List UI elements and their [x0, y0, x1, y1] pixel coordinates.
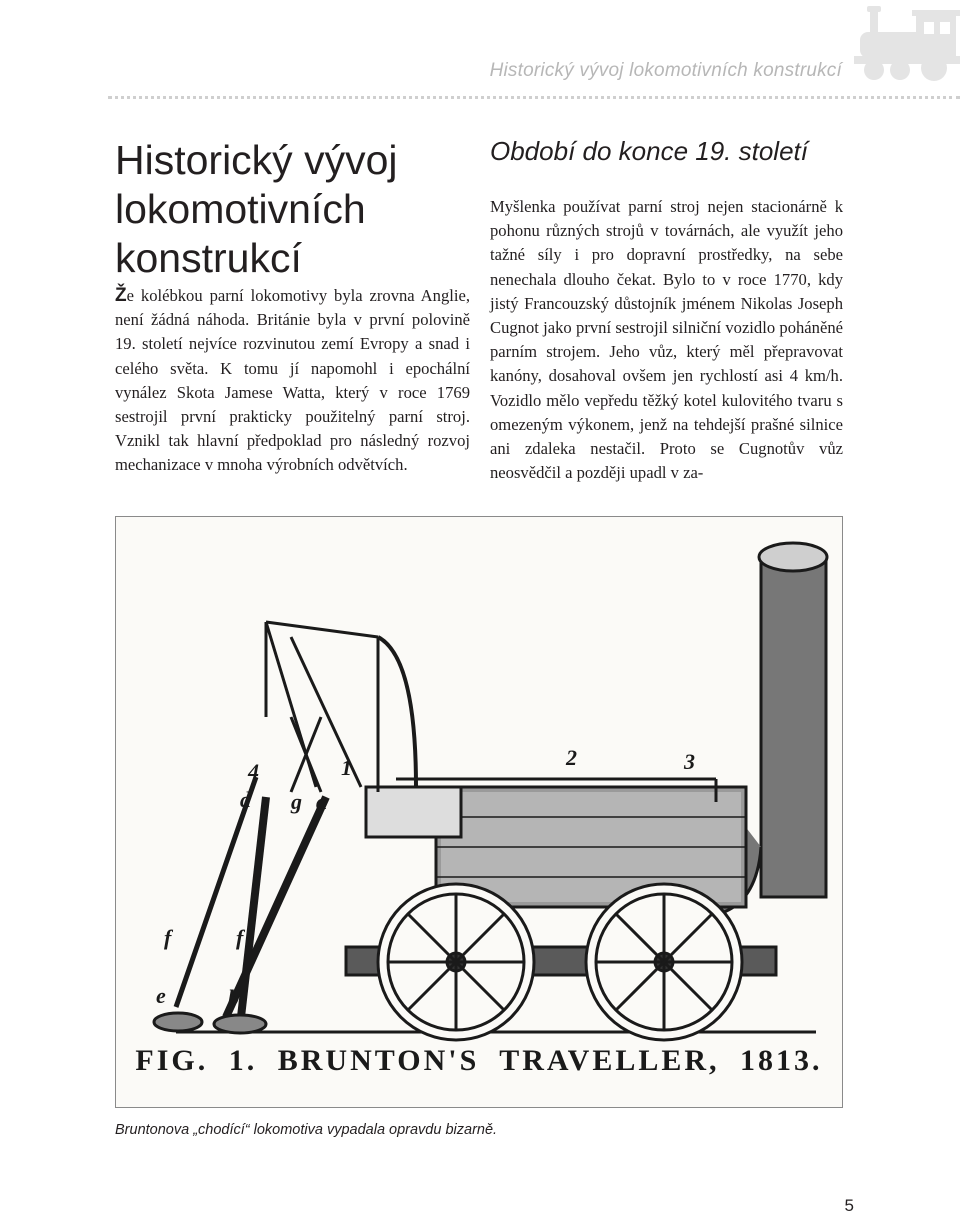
fig-label-g: g — [291, 789, 302, 814]
intro-paragraph — [115, 284, 470, 478]
fig-label-d: d — [240, 787, 251, 812]
intro-text: e kolébkou parní lokomotivy byla zrovna Anglie, není žádná náhoda. Británie byla v první polovině 19. století nejvíce rozvinutou zemí Evropy a snad i celého světa. K tomu jí napomohl i epochální vynález Skota Jamese Watta, který v roce 1769 sestrojil první prakticky použitelný parní stroj. Vznikl tak hlavní předpoklad pro následný rozvoj mechanizace v mnoha výrobních odvětvích. — [115, 286, 470, 475]
bruntons-traveller-engraving — [116, 517, 843, 1108]
section-heading: Období do konce 19. století — [490, 136, 808, 166]
fig-label-b: b — [228, 985, 239, 1010]
fig-label-f-right: f — [236, 925, 244, 950]
fig-label-a: a — [316, 789, 327, 814]
fig-label-4: 4 — [248, 759, 259, 784]
section-paragraph: Myšlenka používat parní stroj nejen stacionárně k pohonu různých strojů v továrnách, ale využít jeho tažné síly i pro dopravní prostředky, na sebe nenechala dlouho čekat. Bylo to v roce 1770, kdy jistý Francouzský důstojník jménem Nikolas Joseph Cugnot jako první sestrojil silniční vozidlo poháněné parním strojem. Jeho vůz, který měl přepravovat kanóny, dosahoval ovšem jen rychlostí asi 4 km/h. Vozidlo mělo vepředu těžký kotel kulovitého tvaru s omezeným výkonem, jenž na tehdejší prašné silnice ani zdaleka nestačil. Proto se Cugnotův vůz neosvědčil a později upadl v za- — [490, 197, 843, 483]
fig-label-e: e — [156, 983, 166, 1008]
figure-caption: Bruntonova „chodící“ lokomotiva vypadala opravdu bizarně. — [115, 1122, 498, 1138]
fig-label-2: 2 — [566, 745, 577, 770]
steam-locomotive-icon — [850, 0, 960, 90]
fig-label-3: 3 — [684, 749, 695, 774]
locomotive-illustration — [115, 516, 843, 1108]
dropcap: Ž — [115, 285, 127, 306]
running-header-title: Historický vývoj lokomotivních konstrukcí — [489, 60, 842, 81]
fig-label-f-left: f — [164, 925, 172, 950]
header-dotted-rule — [108, 96, 960, 99]
fig-label-1: 1 — [341, 755, 352, 780]
engraving-caption: FIG. 1. BRUNTON'S TRAVELLER, 1813. — [135, 1044, 823, 1077]
page-number: 5 — [844, 1196, 854, 1215]
article-title: Historický vývoj lokomotivních konstrukcí — [115, 137, 398, 281]
